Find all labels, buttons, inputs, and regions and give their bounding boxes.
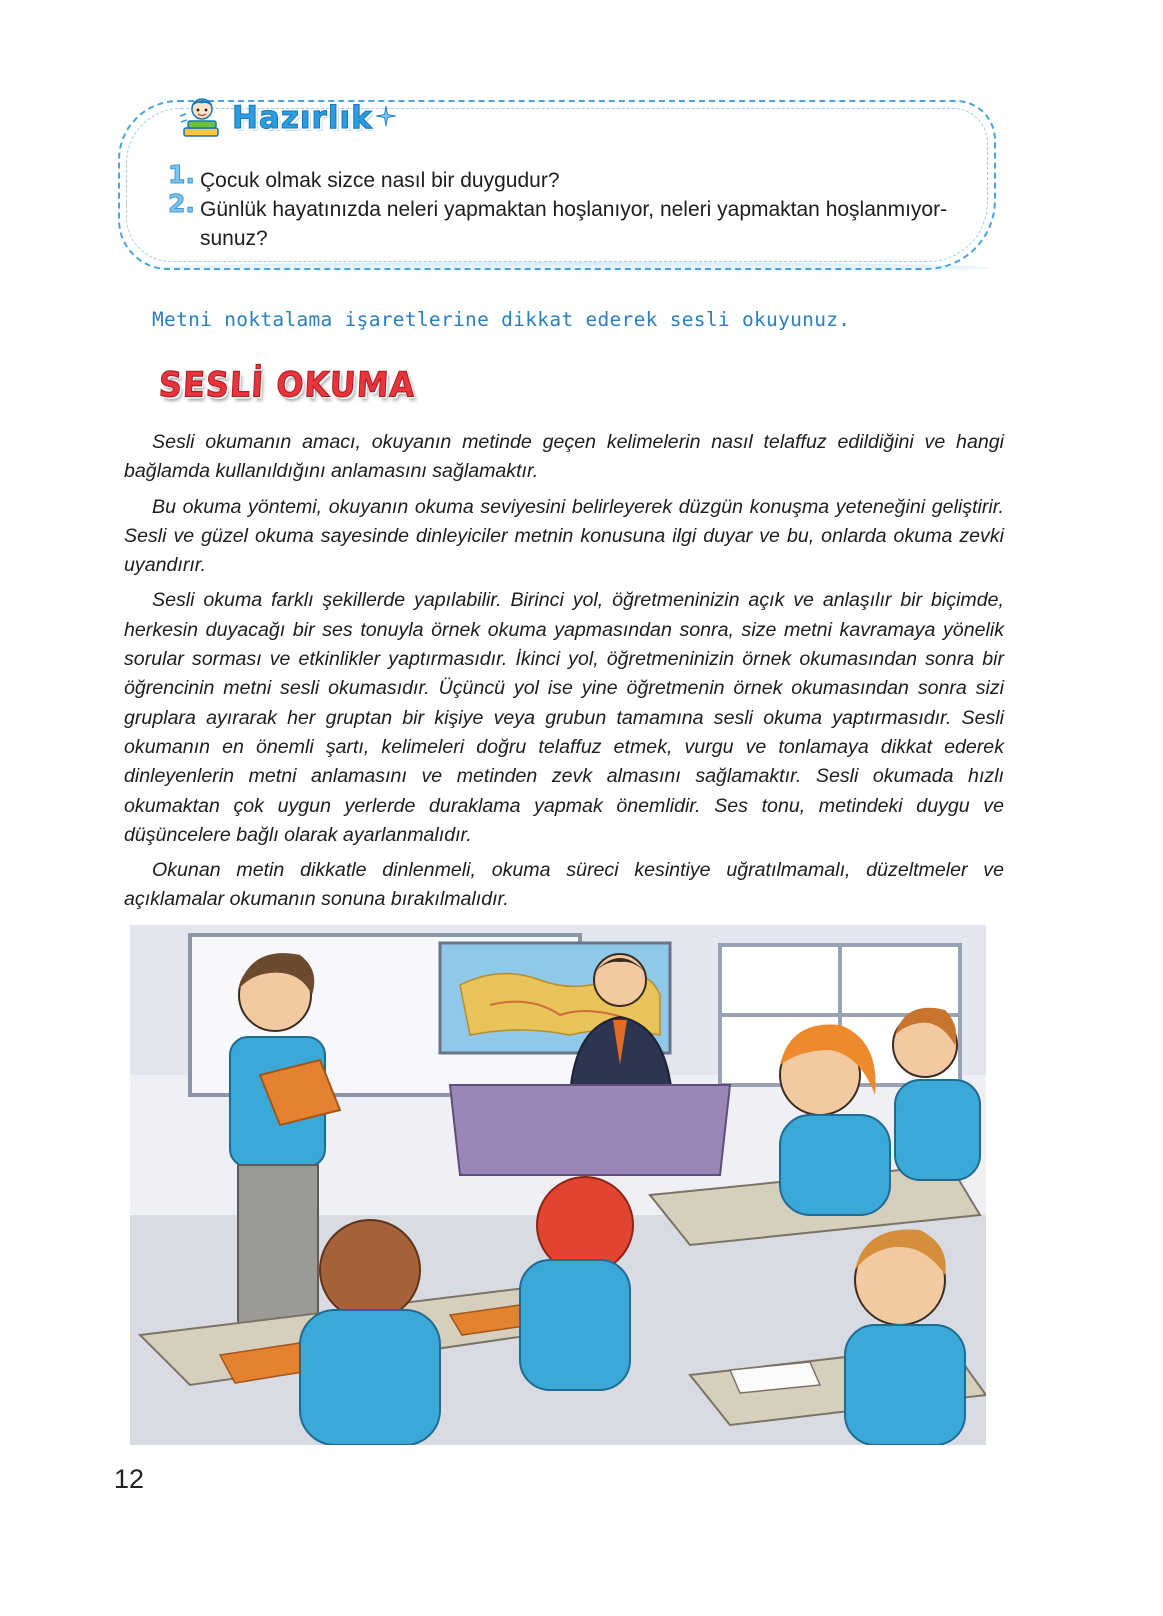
preparation-badge-label: Hazırlık [232, 100, 373, 136]
classroom-illustration [130, 925, 986, 1445]
paragraph: Bu okuma yöntemi, okuyanın okuma seviyesini belirleyerek düzgün konuşma yeteneğini geliştirir. Sesli ve güzel okuma sayesinde dinleyiciler metnin konusuna ilgi duyar ve bu, onlarda okuma zevki uyandırır. [124, 495, 1004, 577]
sparkle-icon [375, 105, 397, 127]
paragraph: Sesli okumanın amacı, okuyanın metinde geçen kelimelerin nasıl telaffuz edildiğini ve hangi bağlamda kullanıldığını anlamasını sağlamaktır. [124, 431, 1004, 483]
preparation-questions [168, 160, 978, 253]
question-text: Çocuk olmak sizce nasıl bir duygudur? [200, 169, 560, 192]
question-text: Günlük hayatınızda neleri yapmaktan hoşlanıyor, neleri yapmaktan hoşlanmıyor-sunuz? [200, 198, 948, 250]
paragraph: Sesli okuma farklı şekillerde yapılabilir. Birinci yol, öğretmeninizin açık ve anlaşılır bir biçimde, herkesin duyacağı bir ses tonuyla örnek okuma yapmasından sonra, size metni kavramaya yönelik sorular sorması ve etkinlikler yaptırmasıdır. İkinci yol, öğretmeninizin örnek okumasından sonra bir öğrencinin metni sesli okumasıdır. Üçüncü yol ise yine öğretmenin örnek okumasından sonra sizi gruplara ayırarak her gruptan bir kişiye veya grubun tamamına sesli okuma yaptırmasıdır. Sesli okumanın en önemli şartı, kelimeleri doğru telaffuz etmek, vurgu ve tonlamaya dikkat ederek dinleyenlerin metni anlamasını ve metinden zevk almasını sağlamaktır. Sesli okumada hızlı okumaktan çok uygun yerlerde duraklama yapmak önemlidir. Ses tonu, metindeki duygu ve düşüncelere bağlı olarak ayarlanmalıdır. [124, 589, 1004, 846]
reading-instruction: Metni noktalama işaretlerine dikkat ederek sesli okuyunuz. [152, 308, 851, 331]
child-with-books-icon [178, 96, 230, 140]
paragraph: Okunan metin dikkatle dinlenmeli, okuma süreci kesintiye uğratılmamalı, düzeltmeler ve açıklamalar okumanın sonuna bırakılmalıdır. [124, 859, 1004, 911]
question-item [168, 189, 978, 253]
question-item [168, 160, 978, 195]
section-title: SESLİ OKUMA [157, 364, 417, 406]
preparation-badge [178, 96, 397, 140]
body-text [124, 428, 1004, 921]
question-number: 2. [168, 189, 195, 218]
question-number: 1. [168, 160, 195, 189]
page-number: 12 [114, 1464, 145, 1494]
